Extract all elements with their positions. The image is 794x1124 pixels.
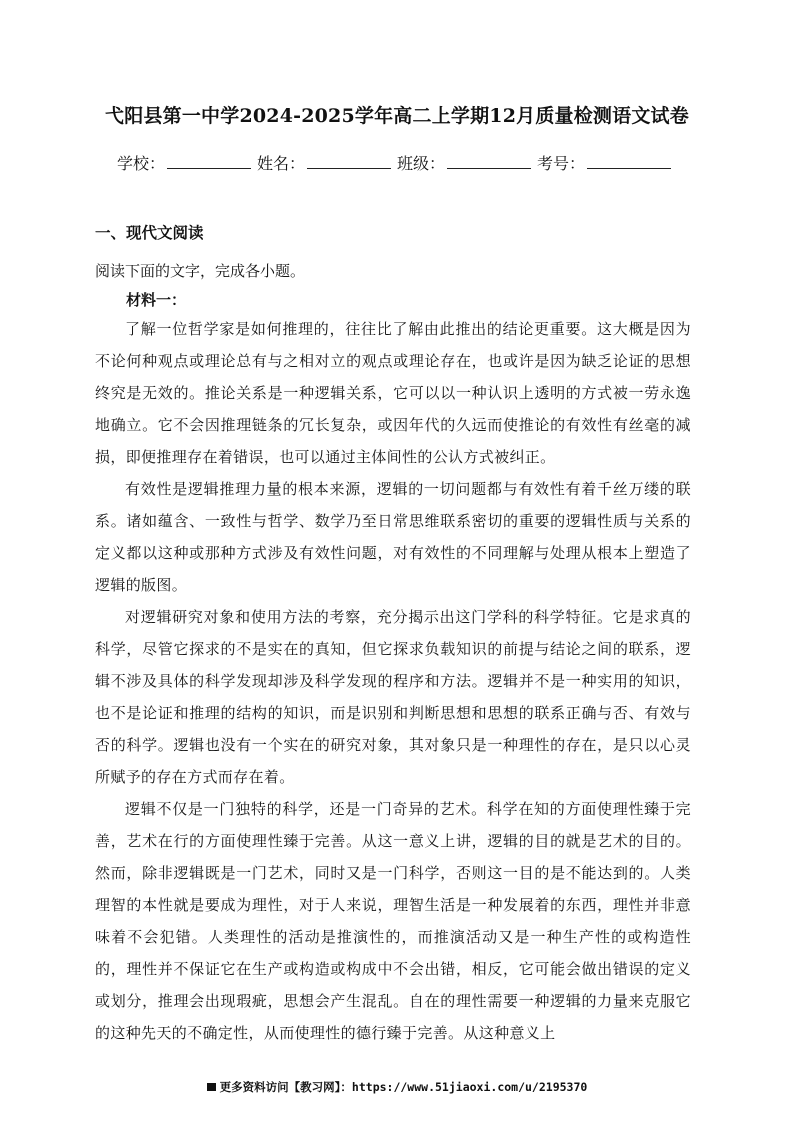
class-label: 班级：	[397, 154, 446, 173]
school-label: 学校：	[116, 154, 165, 173]
paragraph: 了解一位哲学家是如何推理的，往往比了解由此推出的结论更重要。这大概是因为不论何种观点或理论总有与之相对立的观点或理论存在，也或许是因为缺乏论证的思想终究是无效的。推论关系是一种逻辑关系，它可以以一种认识上透明的方式被一劳永逸地确立。它不会因推理链条的冗长复杂，或因年代的久远而使推论的有效性有丝毫的减损，即便推理存在着错误，也可以通过主体间性的公认方式被纠正。	[95, 320, 691, 466]
footer-link-text[interactable]: 更多资料访问【教习网】：https://www.51jiaoxi.com/u/2195370	[219, 1080, 588, 1094]
exam-number-blank[interactable]	[587, 154, 671, 169]
student-info-row	[0, 151, 794, 174]
material-body	[95, 313, 691, 1049]
exam-number-label: 考号：	[537, 154, 586, 173]
exam-number-field	[537, 151, 671, 174]
reading-instruction: 阅读下面的文字，完成各小题。	[95, 262, 306, 280]
material-label: 材料一：	[126, 291, 187, 309]
name-blank[interactable]	[307, 154, 391, 169]
school-blank[interactable]	[167, 154, 251, 169]
class-field	[397, 151, 531, 174]
section-heading: 一、现代文阅读	[95, 224, 204, 242]
footer	[0, 1079, 794, 1095]
class-blank[interactable]	[447, 154, 531, 169]
exam-title: 弋阳县第一中学2024-2025学年高二上学期12月质量检测语文试卷	[105, 105, 689, 127]
flag-icon	[207, 1083, 216, 1091]
paragraph: 有效性是逻辑推理力量的根本来源，逻辑的一切问题都与有效性有着千丝万缕的联系。诸如蕴含、一致性与哲学、数学乃至日常思维联系密切的重要的逻辑性质与关系的定义都以这种或那种方式涉及有效性问题，对有效性的不同理解与处理从根本上塑造了逻辑的版图。	[95, 480, 691, 594]
paragraph: 对逻辑研究对象和使用方法的考察，充分揭示出这门学科的科学特征。它是求真的科学，尽管它探求的不是实在的真知，但它探求负载知识的前提与结论之间的联系，逻辑不涉及具体的科学发现却涉及科学发现的程序和方法。逻辑并不是一种实用的知识，也不是论证和推理的结构的知识，而是识别和判断思想和思想的联系正确与否、有效与否的科学。逻辑也没有一个实在的研究对象，其对象只是一种理性的存在，是只以心灵所赋予的存在方式而存在着。	[95, 608, 691, 786]
name-label: 姓名：	[256, 154, 305, 173]
school-field	[117, 151, 251, 174]
paragraph: 逻辑不仅是一门独特的科学，还是一门奇异的艺术。科学在知的方面使理性臻于完善，艺术在行的方面使理性臻于完善。从这一意义上讲，逻辑的目的就是艺术的目的。然而，除非逻辑既是一门艺术，同时又是一门科学，否则这一目的是不能达到的。人类理智的本性就是要成为理性，对于人来说，理智生活是一种发展着的东西，理性并非意味着不会犯错。人类理性的活动是推演性的，而推演活动又是一种生产性的或构造性的，理性并不保证它在生产或构造或构成中不会出错，相反，它可能会做出错误的定义或划分，推理会出现瑕疵，思想会产生混乱。自在的理性需要一种逻辑的力量来克服它的这种先天的不确定性，从而使理性的德行臻于完善。从这种意义上	[95, 800, 691, 1042]
name-field	[257, 151, 391, 174]
